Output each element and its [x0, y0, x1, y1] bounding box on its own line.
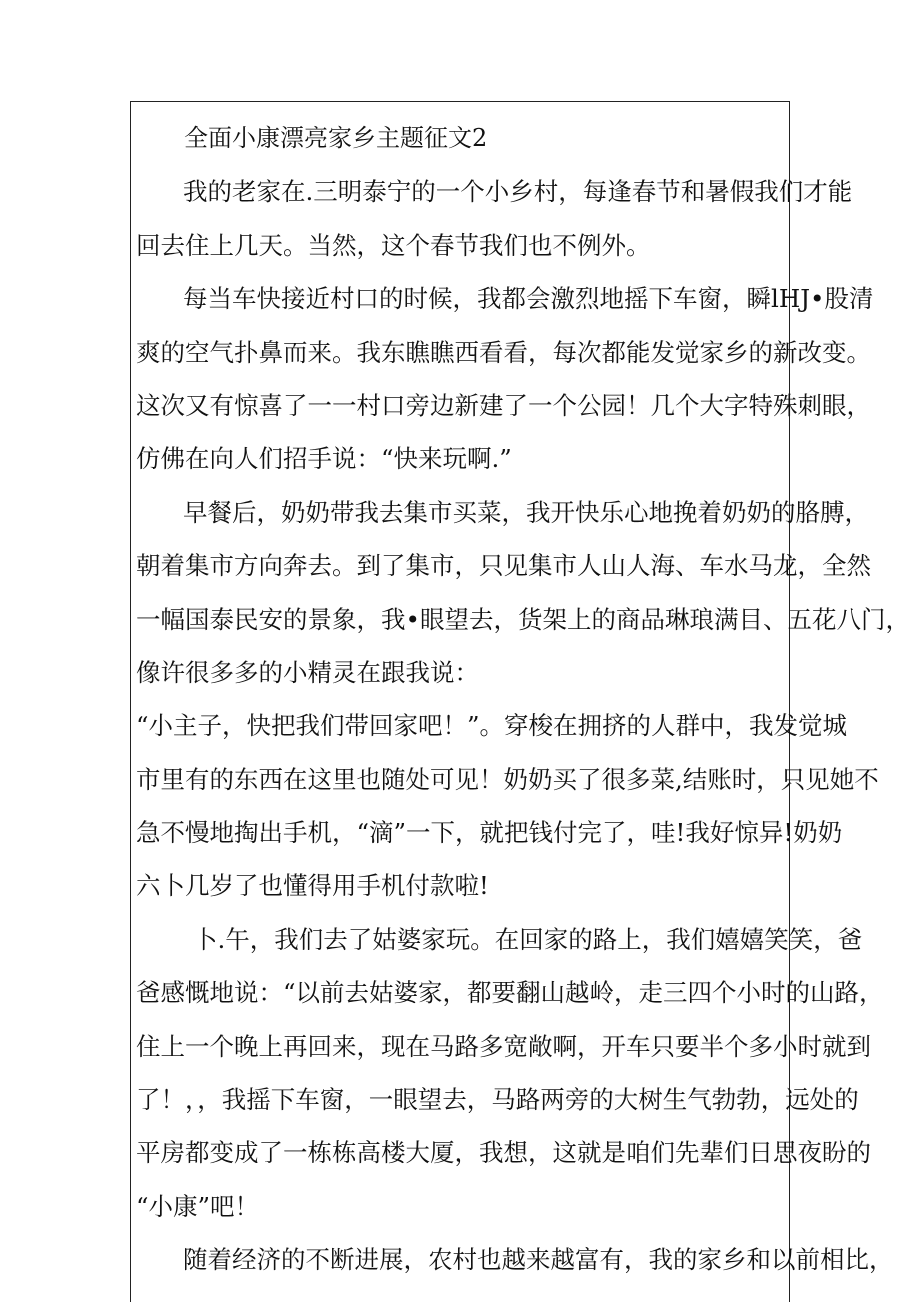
document-title: 全面小康漂亮家乡主题征文2	[184, 124, 488, 152]
text-line: 平房都变成了一栋栋高楼大厦，我想，这就是咱们先辈们日思夜盼的	[136, 1138, 871, 1168]
text-line: 卜.午，我们去了姑婆家玩。在回家的路上，我们嬉嬉笑笑，爸	[193, 924, 863, 954]
text-line: 这次又有惊喜了一一村口旁边新建了一个公园！几个大字特殊刺眼，	[136, 390, 871, 420]
text-line: 随着经济的不断进展，农村也越来越富有，我的家乡和以前相比，	[183, 1245, 894, 1275]
text-line: 了！，，我摇下车窗，一眼望去，马路两旁的大树生气勃勃，远处的	[136, 1085, 859, 1115]
text-line: 早餐后，奶奶带我去集市买菜，我开快乐心地挽着奶奶的胳膊，	[183, 497, 869, 527]
text-line: 每当车快接近村口的时候，我都会激烈地摇下车窗，瞬lHJ•股清	[183, 284, 874, 314]
text-line: 急不慢地掏出手机，“滴”一下，就把钱付完了，哇!我好惊异!奶奶	[136, 818, 843, 848]
text-line: 一幅国泰民安的景象，我•眼望去，货架上的商品琳琅满目、五花八门，	[136, 604, 910, 634]
text-line: 我的老家在.三明泰宁的一个小乡村，每逢春节和暑假我们才能	[183, 177, 853, 207]
text-line: 像许很多多的小精灵在跟我说：	[136, 657, 479, 687]
text-line: 六卜几岁了也懂得用手机付款啦!	[136, 871, 489, 901]
text-line: 爸感慨地说：“以前去姑婆家，都要翻山越岭，走三四个小时的山路，	[136, 978, 884, 1008]
text-line: 朝着集市方向奔去。到了集市，只见集市人山人海、车水马龙，全然	[136, 551, 871, 581]
text-line: 回去住上几天。当然，这个春节我们也不例外。	[136, 230, 651, 260]
text-line: 住上一个晚上再回来，现在马路多宽敞啊，开车只要半个多小时就到	[136, 1031, 871, 1061]
text-line: “小主子，快把我们带回家吧！”。穿梭在拥挤的人群中，我发觉城	[136, 711, 848, 741]
text-line: 市里有的东西在这里也随处可见！奶奶买了很多菜,结账时，只见她不	[136, 764, 879, 794]
text-line: “小康”吧！	[136, 1191, 260, 1221]
document-body	[136, 112, 910, 1287]
text-line: 爽的空气扑鼻而来。我东瞧瞧西看看，每次都能发觉家乡的新改变。	[136, 337, 871, 367]
text-line: 仿佛在向人们招手说：“快来玩啊.”	[136, 444, 512, 474]
